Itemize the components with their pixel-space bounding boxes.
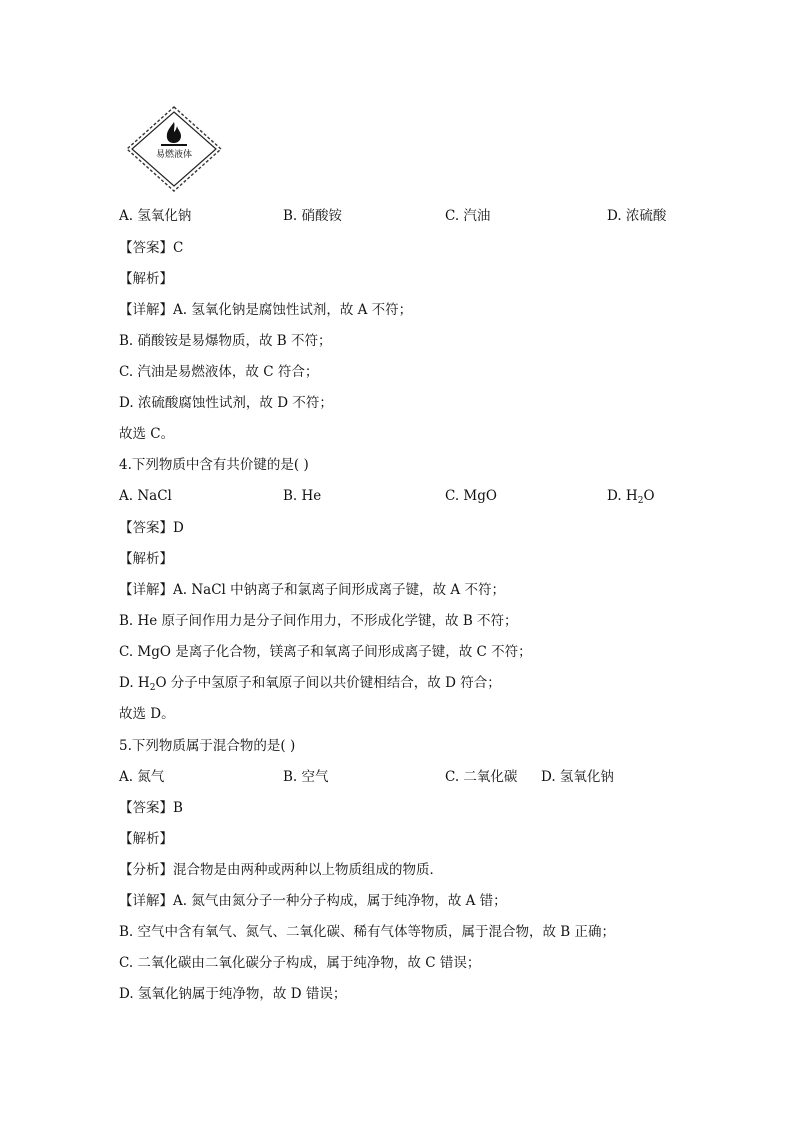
q3-detail-line: C. 汽油是易燃液体，故 C 符合；	[119, 364, 319, 380]
q3-detail-line: 【详解】A. 氢氧化钠是腐蚀性试剂，故 A 不符；	[119, 302, 413, 318]
q3-option-b: B. 硝酸铵	[283, 208, 343, 224]
q5-analysis-heading: 【解析】	[119, 831, 173, 847]
flammable-liquid-sign	[126, 106, 222, 192]
q4-answer: 【答案】D	[119, 520, 184, 536]
q4-option-c: C. MgO	[445, 488, 497, 504]
q3-option-c: C. 汽油	[445, 208, 491, 224]
q5-detail-line: 【详解】A. 氮气由氮分子一种分子构成，属于纯净物，故 A 错；	[119, 893, 507, 909]
flame-icon	[126, 106, 222, 192]
q3-detail-line: B. 硝酸铵是易爆物质，故 B 不符；	[119, 333, 332, 349]
q5-detail-line: B. 空气中含有氧气、氮气、二氧化碳、稀有气体等物质，属于混合物，故 B 正确；	[119, 924, 616, 940]
q5-option-d: D. 氢氧化钠	[541, 769, 614, 785]
q5-detail-line: C. 二氧化碳由二氧化碳分子构成，属于纯净物，故 C 错误；	[119, 955, 481, 971]
q5-detail-line: D. 氢氧化钠属于纯净物，故 D 错误；	[119, 986, 347, 1002]
q5-option-c: C. 二氧化碳	[445, 769, 518, 785]
q4-detail4-suffix: O 分子中氢原子和氧原子间以共价键相结合，故 D 符合；	[155, 675, 501, 691]
q3-analysis-heading: 【解析】	[119, 271, 173, 287]
q5-analysis-note: 【分析】混合物是由两种或两种以上物质组成的物质．	[119, 862, 443, 878]
q3-detail-line: D. 浓硫酸腐蚀性试剂，故 D 不符；	[119, 395, 333, 411]
q4-conclusion: 故选 D。	[119, 706, 175, 722]
q3-option-a: A. 氢氧化钠	[119, 208, 192, 224]
q4-option-d-prefix: D. H	[607, 488, 638, 504]
q4-detail4-prefix: D. H	[119, 675, 150, 691]
q4-analysis-heading: 【解析】	[119, 551, 173, 567]
q5-answer: 【答案】B	[119, 800, 183, 816]
q5-option-b: B. 空气	[283, 769, 329, 785]
q4-option-d	[607, 487, 655, 510]
sign-label: 易燃液体	[155, 150, 193, 160]
q4-option-d-suffix: O	[643, 488, 655, 504]
q4-detail-line: 【详解】A. NaCl 中钠离子和氯离子间形成离子键，故 A 不符；	[119, 582, 505, 598]
q4-option-d-subscript: 2	[637, 496, 644, 506]
q4-detail4-subscript: 2	[149, 683, 156, 693]
q5-stem: 5.下列物质属于混合物的是( )	[119, 738, 296, 754]
q3-conclusion: 故选 C。	[119, 426, 175, 442]
q3-answer: 【答案】C	[119, 240, 184, 256]
q4-detail-line	[119, 674, 501, 697]
q5-option-a: A. 氮气	[119, 769, 165, 785]
q4-detail-line: B. He 原子间作用力是分子间作用力，不形成化学键，故 B 不符；	[119, 613, 518, 629]
q4-detail-line: C. MgO 是离子化合物，镁离子和氧离子间形成离子键，故 C 不符；	[119, 644, 532, 660]
q3-option-d: D. 浓硫酸	[607, 208, 667, 224]
q4-stem: 4.下列物质中含有共价键的是( )	[119, 457, 309, 473]
q4-option-b: B. He	[283, 488, 322, 504]
q4-option-a: A. NaCl	[119, 488, 172, 504]
